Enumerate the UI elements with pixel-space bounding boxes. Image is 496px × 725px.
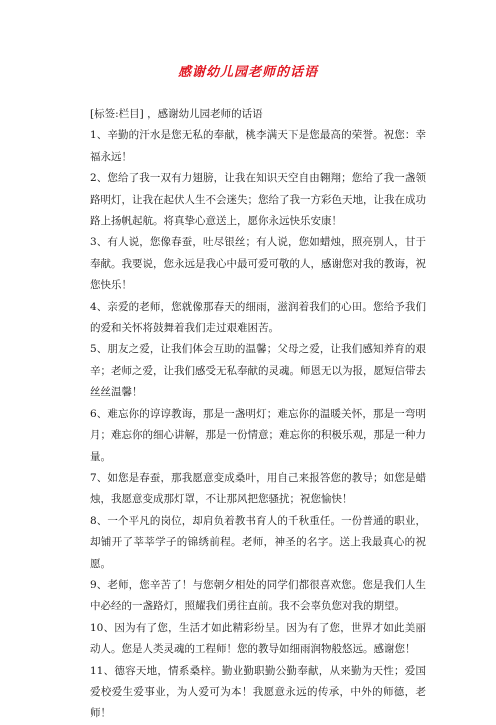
paragraph-text: 4、亲爱的老师，您就像那春天的细雨，滋润着我们的心田。您给予我们的爱和关怀将鼓舞着我们走过艰难困苦。	[90, 300, 426, 335]
paragraph-text: 8、一个平凡的岗位，却肩负着教书育人的千秋重任。一份普通的职业，却铺开了莘莘学子的锦绣前程。老师，神圣的名字。送上我最真心的祝愿。	[90, 514, 426, 570]
paragraph-1	[90, 125, 426, 168]
intro-line	[90, 104, 426, 125]
paragraph-text: 3、有人说，您像春蚕，吐尽银丝；有人说，您如蜡烛，照亮别人，甘于奉献。我要说，您永远是我心中最可爱可敬的人，感谢您对我的教诲，祝您快乐！	[90, 236, 426, 292]
paragraph-text: 1、辛勤的汗水是您无私的奉献，桃李满天下是您最高的荣誉。祝您：幸福永远！	[90, 129, 426, 163]
paragraph-6	[90, 404, 426, 468]
paragraph-3	[90, 232, 426, 296]
paragraph-text: 2、您给了我一双有力翅膀，让我在知识天空自由翱翔；您给了我一盏领路明灯，让我在起伏人生不会迷失；您给了我一方彩色天地，让我在成功路上扬帆起航。将真挚心意送上，愿你永远快乐安康！	[90, 172, 426, 228]
paragraph-11	[90, 661, 426, 725]
paragraph-10	[90, 618, 426, 661]
paragraph-text: 7、如您是春蚕，那我愿意变成桑叶，用自己来报答您的教导；如您是蜡烛，我愿意变成那灯罩，不让那风把您骚扰；祝您愉快！	[90, 471, 426, 506]
paragraph-9	[90, 575, 426, 618]
intro-text: [标签:栏目] ，感谢幼儿园老师的话语	[90, 108, 263, 120]
paragraph-text: 6、难忘你的谆谆教诲，那是一盏明灯；难忘你的温暖关怀，那是一弯明月；难忘你的细心讲解，那是一份情意；难忘你的积极乐观，那是一种力量。	[90, 407, 426, 463]
paragraph-4	[90, 297, 426, 340]
paragraph-2	[90, 168, 426, 232]
paragraph-8	[90, 511, 426, 575]
document-body	[90, 104, 426, 725]
paragraph-text: 11、德容天地，情系桑梓。勤业勤职勤公勤奉献，从来勤为天性；爱国爱校爱生爱事业，为人爱可为本！我愿意永远的传承，中外的师德，老师！	[90, 664, 426, 720]
paragraph-text: 9、老师，您辛苦了！与您朝夕相处的同学们都很喜欢您。您是我们人生中必经的一盏路灯，照耀我们勇往直前。我不会辜负您对我的期望。	[90, 578, 426, 613]
paragraph-text: 5、朋友之爱，让我们体会互助的温馨；父母之爱，让我们感知养育的艰辛；老师之爱，让我们感受无私奉献的灵魂。师恩无以为报，愿短信带去丝丝温馨！	[90, 343, 426, 399]
paragraph-7	[90, 468, 426, 511]
paragraph-text: 10、因为有了您，生活才如此精彩纷呈。因为有了您，世界才如此美丽动人。您是人类灵魂的工程师！您的教导如细雨润物般悠远。感谢您！	[90, 621, 426, 656]
document-title: 感谢幼儿园老师的话语	[177, 65, 318, 80]
paragraph-5	[90, 339, 426, 403]
